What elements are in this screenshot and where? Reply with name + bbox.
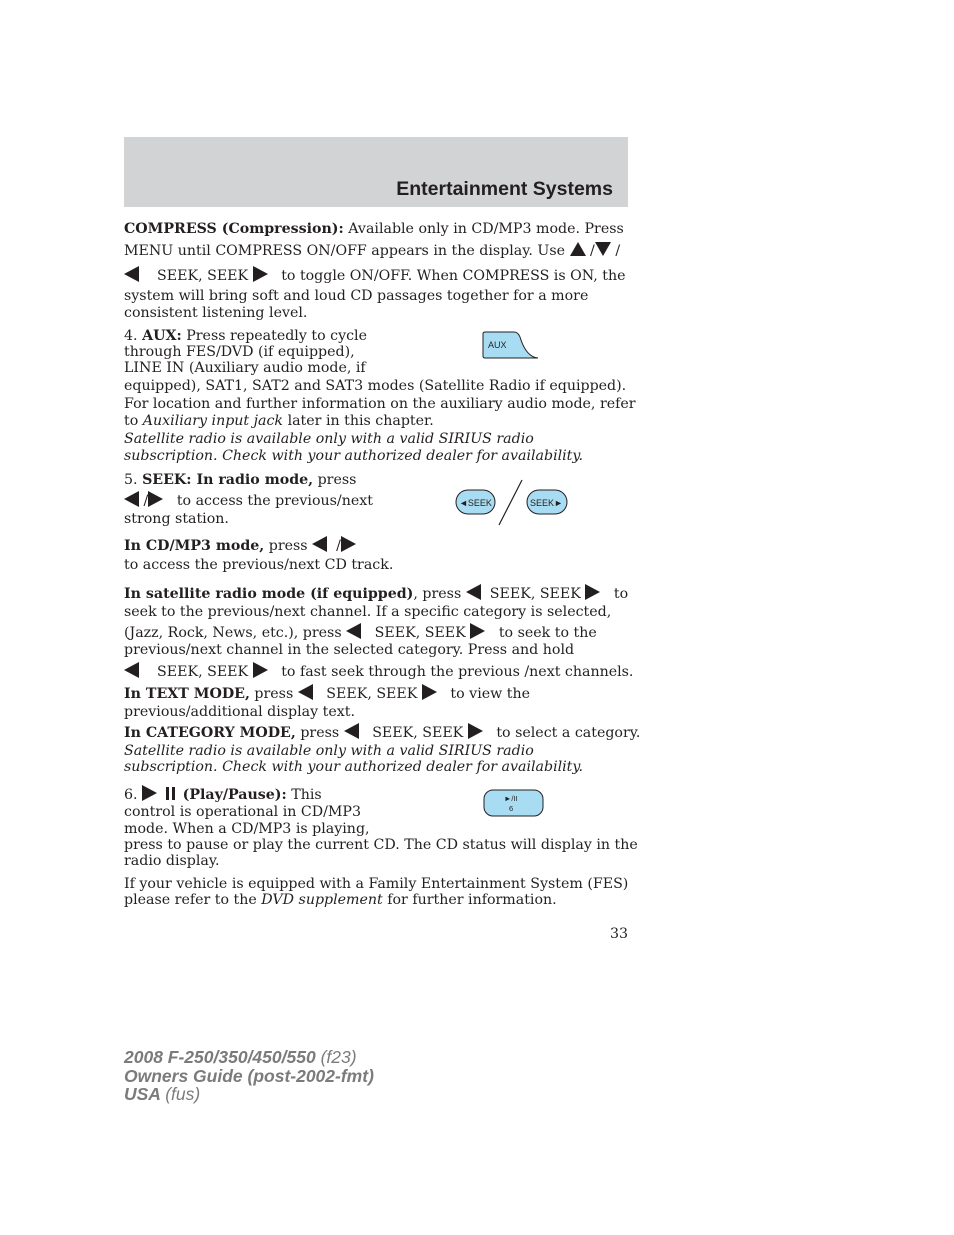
footer-line-2 [124,1067,374,1085]
aux-label: AUX: [142,328,182,344]
play-text-2: control is operational in CD/MP3 [124,804,362,820]
sat-line-3 [124,623,597,642]
aux-note-1 [124,431,534,448]
fes-text-2a: please refer to the [124,892,257,908]
arrow-left-icon [298,684,313,700]
compress-text-6: consistent listening level. [124,305,308,321]
category-mode-text-2: to select a category. [496,725,641,741]
text-mode-text-3: previous/additional display text. [124,704,355,720]
sat-text-6: previous/next channel in the selected category. Press and hold [124,642,575,658]
fes-text-1: If your vehicle is equipped with a Family Entertainment System (FES) [124,876,629,892]
arrow-left-icon [346,623,361,639]
seek-note-2-text: subscription. Check with your authorized dealer for availability. [124,759,584,775]
play-button-top-label: ►/II [504,794,518,803]
compress-label: COMPRESS (Compression): [124,221,344,237]
footer-market-code: (fus) [165,1084,201,1104]
cd-mode-text-1: press [268,538,308,554]
arrow-up-icon [570,242,586,256]
seek-word: SEEK, SEEK [157,664,249,680]
compress-text-2: MENU until COMPRESS ON/OFF appears in the display. Use [124,243,566,259]
category-mode-line [124,723,640,742]
text-mode-label: In TEXT MODE, [124,686,250,702]
seek-text-1: press [317,472,357,488]
play-text-3: mode. When a CD/MP3 is playing, [124,821,370,837]
arrow-left-icon [312,536,327,552]
arrow-down-icon [595,242,611,256]
seek-note-1 [124,743,534,760]
compress-text-5: system will bring soft and loud CD passages together for a more [124,288,589,304]
arrow-left-icon [344,723,359,739]
section-title: Entertainment Systems [396,178,613,200]
arrow-left-icon [124,491,139,507]
seek-word: SEEK, SEEK [489,586,581,602]
compress-text-4: to toggle ON/OFF. When COMPRESS is ON, the [281,268,626,284]
aux-text-1: Press repeatedly to cycle [186,328,367,344]
page-number: 33 [610,926,629,942]
aux-xref: Auxiliary input jack [142,413,284,429]
aux-text-6c: later in this chapter. [287,413,434,429]
seek-number: 5. [124,472,138,488]
fes-text-2c: for further information. [387,892,557,908]
arrow-right-icon [470,623,485,639]
fes-line-2 [124,892,557,909]
footer-model-code: (f23) [320,1047,357,1067]
arrow-right-icon [468,723,483,739]
arrow-right-icon [253,266,268,282]
play-number: 6. [124,787,138,803]
arrow-left-icon [124,266,139,282]
arrow-right-icon [422,684,437,700]
aux-number: 4. [124,328,138,344]
header-band [124,137,628,207]
sat-mode-label: In satellite radio mode (if equipped) [124,586,414,602]
arrow-left-icon [466,584,481,600]
pause-icon [166,787,169,800]
seek-label: SEEK: In radio mode, [142,472,314,488]
compress-line-3 [124,266,626,285]
aux-button-label: AUX [488,340,507,350]
sat-line-5 [124,662,633,681]
cd-mode-text-2: to access the previous/next CD track. [124,557,394,573]
text-mode-text-2: to view the [450,686,531,702]
play-button-bottom-label: 6 [509,804,514,813]
sat-text-5: to seek to the [498,625,597,641]
footer-market: USA [124,1084,161,1104]
arrow-right-icon [585,584,600,600]
play-text-1: This [291,787,322,803]
seek-word: SEEK, SEEK [326,686,418,702]
category-mode-text-1: press [300,725,340,741]
seek-note-1-text: Satellite radio is available only with a valid SIRIUS radio [124,743,534,759]
aux-text-4: equipped), SAT1, SAT2 and SAT3 modes (Satellite Radio if equipped). [124,378,627,394]
aux-text-6a: to [124,413,139,429]
sat-line-1 [124,584,628,603]
text-mode-line-1 [124,684,530,703]
seek-word: SEEK, SEEK [372,725,464,741]
compress-text-1: Available only in CD/MP3 mode. Press [348,221,624,237]
compress-line-2: MENU until COMPRESS ON/OFF appears in the display. Use / / [124,243,621,259]
aux-note-2 [124,448,583,465]
footer-model: 2008 F-250/350/450/550 [124,1047,316,1067]
compress-seek-text: SEEK, SEEK [157,268,249,284]
play-pause-button-illustration [482,788,546,820]
seek-text-2: to access the previous/next [176,493,373,509]
arrow-left-icon [124,662,139,678]
arrow-right-icon [341,536,356,552]
play-text-4: press to pause or play the current CD. The CD status will display in the [124,837,638,853]
aux-text-5: For location and further information on the auxiliary audio mode, refer [124,396,636,412]
play-pause-label: (Play/Pause): [182,787,287,803]
seek-line-2: / to access the previous/next [124,491,373,510]
sat-text-4: (Jazz, Rock, News, etc.), press [124,625,342,641]
aux-line-1 [124,328,367,345]
play-text-5: radio display. [124,853,220,869]
sat-text-3: seek to the previous/next channel. If a specific category is selected, [124,604,612,620]
seek-left-button-label: ◄SEEK [459,498,492,508]
arrow-right-icon [253,662,268,678]
category-mode-label: In CATEGORY MODE, [124,725,296,741]
cd-mode-label: In CD/MP3 mode, [124,538,265,554]
aux-line-6 [124,413,434,430]
footer-line-1 [124,1048,357,1066]
aux-text-2: through FES/DVD (if equipped), [124,344,355,360]
sat-text-1: , press [413,586,462,602]
pause-icon [172,787,175,800]
arrow-right-icon [148,491,163,507]
seek-text-3: strong station. [124,511,229,527]
seek-buttons-illustration [454,478,570,528]
aux-note-1-text: Satellite radio is available only with a valid SIRIUS radio [124,431,534,447]
seek-word: SEEK, SEEK [374,625,466,641]
seek-line-1 [124,472,356,489]
seek-right-button-label: SEEK► [530,498,563,508]
aux-note-2-text: subscription. Check with your authorized dealer for availability. [124,448,584,464]
footer-line-3 [124,1085,200,1103]
footer-guide: Owners Guide (post-2002-fmt) [124,1066,374,1086]
fes-xref: DVD supplement [261,892,383,908]
compress-line-1 [124,221,624,238]
aux-button-illustration [482,331,542,361]
play-line-1 [124,785,322,804]
sat-text-7: to fast seek through the previous /next channels. [281,664,634,680]
text-mode-text-1: press [254,686,294,702]
cd-mode-line-1: In CD/MP3 mode, press / [124,536,356,555]
sat-text-2: to [613,586,629,602]
play-icon [142,785,157,801]
seek-note-2 [124,759,583,776]
aux-text-3: LINE IN (Auxiliary audio mode, if [124,360,366,376]
